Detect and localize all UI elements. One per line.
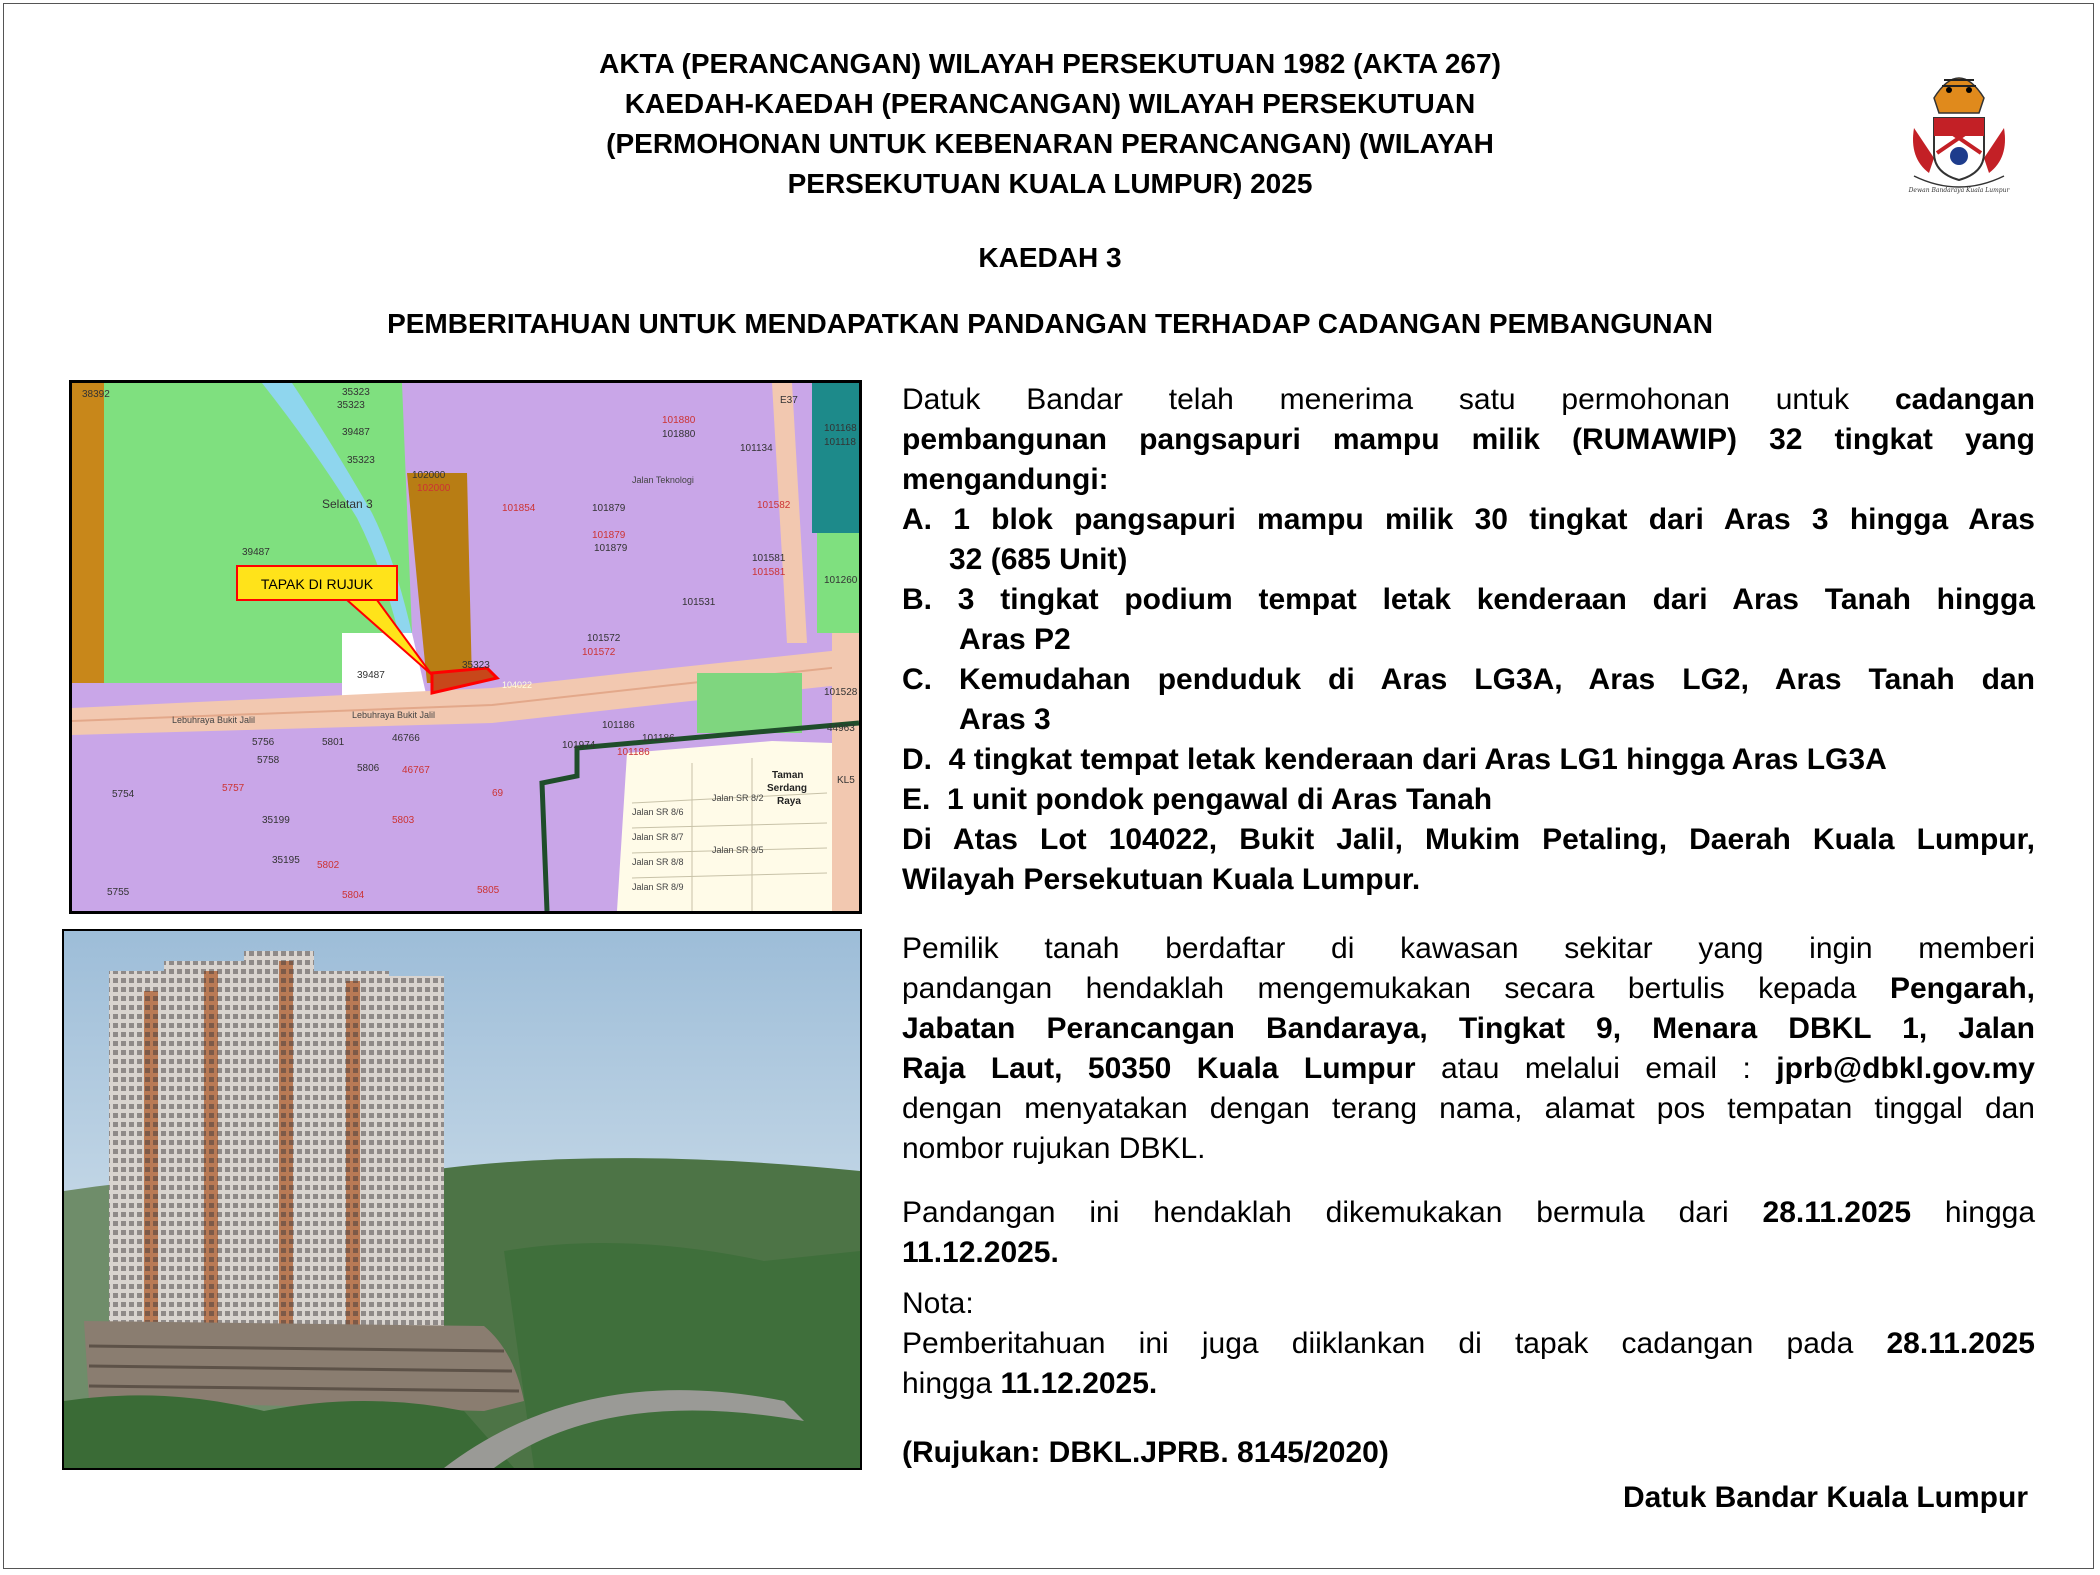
list-key: A. <box>902 503 932 536</box>
map-label: 44963 <box>827 723 855 734</box>
start-date: 28.11.2025 <box>1762 1196 1912 1229</box>
period-text-2: hingga <box>1911 1196 2035 1229</box>
list-key: E. <box>902 783 931 816</box>
reference-number: (Rujukan: DBKL.JPRB. 8145/2020) <box>902 1436 1389 1469</box>
map-label: 35323 <box>347 455 375 466</box>
map-label: 39487 <box>242 547 270 558</box>
list-text: 3 tingkat podium tempat letak kenderaan dari Aras Tanah hingga <box>957 583 2035 616</box>
map-label: 102000 <box>417 483 451 494</box>
intro-text: Datuk Bandar telah menerima satu permohonan untuk <box>902 383 1895 416</box>
map-label: 101186 <box>617 747 650 758</box>
map-label: 101880 <box>662 429 696 440</box>
map-label: 101572 <box>587 633 621 644</box>
list-text: 1 unit pondok pengawal di Aras Tanah <box>947 783 1493 816</box>
lot-paragraph <box>902 820 2035 900</box>
location-map <box>69 380 862 914</box>
list-item-b <box>902 580 2035 660</box>
map-label: 101879 <box>592 530 626 541</box>
list-item-d <box>902 740 2035 780</box>
list-item-e <box>902 780 2035 820</box>
nota-start-date: 28.11.2025 <box>1886 1327 2035 1360</box>
map-label: 5803 <box>392 815 415 826</box>
map-label: 101186 <box>642 733 675 744</box>
map-label: 101879 <box>592 503 626 514</box>
list-item-c <box>902 660 2035 740</box>
nota-end-date: 11.12.2025. <box>1000 1367 1158 1400</box>
intro-line-2: pembangunan pangsapuri mampu milik (RUMAWIP) 32 tingkat yang <box>902 423 2035 456</box>
map-label: 5804 <box>342 890 365 901</box>
map-callout: TAPAK DI RUJUK <box>260 576 374 592</box>
map-label: 46767 <box>402 765 430 776</box>
map-label: 35323 <box>342 387 370 398</box>
notice-title: PEMBERITAHUAN UNTUK MENDAPATKAN PANDANGAN TERHADAP CADANGAN PEMBANGUNAN <box>387 308 1713 339</box>
list-item-b-line-2: Aras P2 <box>959 623 1071 656</box>
intro-line-3: mengandungi: <box>902 463 1109 496</box>
list-item-c-line-1 <box>902 660 2035 700</box>
list-key: D. <box>902 743 932 776</box>
intro-paragraph <box>902 380 2035 500</box>
list-item-b-line-1 <box>902 580 2035 620</box>
map-label: Jalan SR 8/2 <box>712 793 764 803</box>
map-label: 101531 <box>682 597 716 608</box>
map-label: Selatan 3 <box>322 497 373 511</box>
map-label: 5755 <box>107 887 130 898</box>
map-label: E37 <box>780 395 798 406</box>
end-date: 11.12.2025. <box>902 1236 1059 1269</box>
submission-text-2: atau melalui email : <box>1415 1052 1777 1085</box>
map-label: 35195 <box>272 855 300 866</box>
map-label: 101880 <box>662 415 696 426</box>
list-key: C. <box>902 663 932 696</box>
map-label: 46766 <box>392 733 420 744</box>
list-item-a <box>902 500 2035 580</box>
map-label: Jalan SR 8/8 <box>632 857 684 867</box>
header-line-2: KAEDAH-KAEDAH (PERANCANGAN) WILAYAH PERSEKUTUAN <box>624 88 1476 119</box>
map-label: 101260 <box>824 575 858 586</box>
list-text: 4 tingkat tempat letak kenderaan dari Aras LG1 hingga Aras LG3A <box>948 743 1887 776</box>
map-label: Jalan SR 8/6 <box>632 807 684 817</box>
map-label: 101582 <box>757 500 791 511</box>
map-label: 5754 <box>112 789 135 800</box>
dbkl-crest-icon <box>1904 58 2014 208</box>
submission-text: pandangan hendaklah mengemukakan secara bertulis kepada <box>902 972 1890 1005</box>
map-label: 69 <box>492 788 504 799</box>
period-paragraph <box>902 1193 2035 1273</box>
map-label: KL5 <box>837 775 855 786</box>
map-label: 101118 <box>824 437 856 448</box>
nota-text-2: hingga <box>902 1367 1001 1400</box>
map-label: 101854 <box>502 503 536 514</box>
map-label: 39487 <box>342 427 370 438</box>
map-label: 35323 <box>462 660 490 671</box>
map-label: 101572 <box>582 647 616 658</box>
map-label: 35323 <box>337 400 365 411</box>
nota-label: Nota: <box>902 1287 974 1320</box>
map-label: 101528 <box>824 687 858 698</box>
map-label: 5802 <box>317 860 340 871</box>
map-label: 39487 <box>357 670 385 681</box>
map-label: 5801 <box>322 737 345 748</box>
submission-line-5: dengan menyatakan dengan terang nama, alamat pos tempatan tinggal dan <box>902 1092 2035 1125</box>
submission-address: Jabatan Perancangan Bandaraya, Tingkat 9, Menara DBKL 1, Jalan <box>902 1012 2035 1045</box>
list-text: 1 blok pangsapuri mampu milik 30 tingkat dari Aras 3 hingga Aras <box>953 503 2035 536</box>
header-line-4: PERSEKUTUAN KUALA LUMPUR) 2025 <box>787 168 1313 199</box>
lot-line-1: Di Atas Lot 104022, Bukit Jalil, Mukim Petaling, Daerah Kuala Lumpur, <box>902 823 2035 856</box>
map-label: 5757 <box>222 783 245 794</box>
email-link[interactable]: jprb@dbkl.gov.my <box>1776 1052 2035 1085</box>
map-label: Lebuhraya Bukit Jalil <box>172 715 256 725</box>
submission-line-1: Pemilik tanah berdaftar di kawasan sekitar yang ingin memberi <box>902 932 2035 965</box>
building-rendering <box>62 929 862 1470</box>
submission-address-2: Raja Laut, 50350 Kuala Lumpur <box>902 1052 1416 1085</box>
map-label: Jalan SR 8/7 <box>632 832 684 842</box>
map-label: 102000 <box>412 470 446 481</box>
map-label: 5758 <box>257 755 280 766</box>
map-label: 38392 <box>82 389 110 400</box>
list-item-a-line-2: 32 (685 Unit) <box>949 543 1128 576</box>
list-key: B. <box>902 583 932 616</box>
intro-bold: cadangan <box>1894 383 2035 416</box>
list-item-a-line-1 <box>902 500 2035 540</box>
map-label: 101581 <box>752 567 786 578</box>
period-text: Pandangan ini hendaklah dikemukakan bermula dari <box>902 1196 1763 1229</box>
map-label: Jalan SR 8/5 <box>712 845 764 855</box>
map-label: Raya <box>777 796 801 807</box>
svg-text:Dewan Bandaraya Kuala Lumpur: Dewan Bandaraya Kuala Lumpur <box>1908 187 2010 194</box>
map-label: 35199 <box>262 815 290 826</box>
map-label: 5756 <box>252 737 275 748</box>
rule-heading: KAEDAH 3 <box>978 242 1122 273</box>
submission-line-6: nombor rujukan DBKL. <box>902 1132 1206 1165</box>
map-label: 101879 <box>594 543 628 554</box>
nota-text: Pemberitahuan ini juga diiklankan di tapak cadangan pada <box>902 1327 1887 1360</box>
map-label: Taman <box>772 770 804 781</box>
map-label: 5805 <box>477 885 500 896</box>
map-label: 104022 <box>502 680 533 690</box>
submission-bold: Pengarah, <box>1889 972 2035 1005</box>
header-line-3: (PERMOHONAN UNTUK KEBENARAN PERANCANGAN) (WILAYAH <box>606 128 1494 159</box>
signature: Datuk Bandar Kuala Lumpur <box>1622 1481 2028 1514</box>
map-label: 101134 <box>740 443 773 454</box>
map-label: Serdang <box>767 783 808 794</box>
header-line-1: AKTA (PERANCANGAN) WILAYAH PERSEKUTUAN 1982 (AKTA 267) <box>599 48 1501 79</box>
list-item-c-line-2: Aras 3 <box>959 703 1051 736</box>
list-text: Kemudahan penduduk di Aras LG3A, Aras LG2, Aras Tanah dan <box>959 663 2035 696</box>
lot-line-2: Wilayah Persekutuan Kuala Lumpur. <box>902 863 1421 896</box>
map-label: 101186 <box>602 720 635 731</box>
map-label: 101974 <box>562 740 596 751</box>
map-label: Lebuhraya Bukit Jalil <box>352 710 436 720</box>
map-label: 101581 <box>752 553 786 564</box>
submission-paragraph <box>902 929 2035 1169</box>
nota-paragraph <box>902 1284 2035 1404</box>
map-label: 5806 <box>357 763 380 774</box>
map-label: 101168 <box>824 423 857 434</box>
map-label: Jalan SR 8/9 <box>632 882 684 892</box>
map-label: Jalan Teknologi <box>632 475 694 485</box>
